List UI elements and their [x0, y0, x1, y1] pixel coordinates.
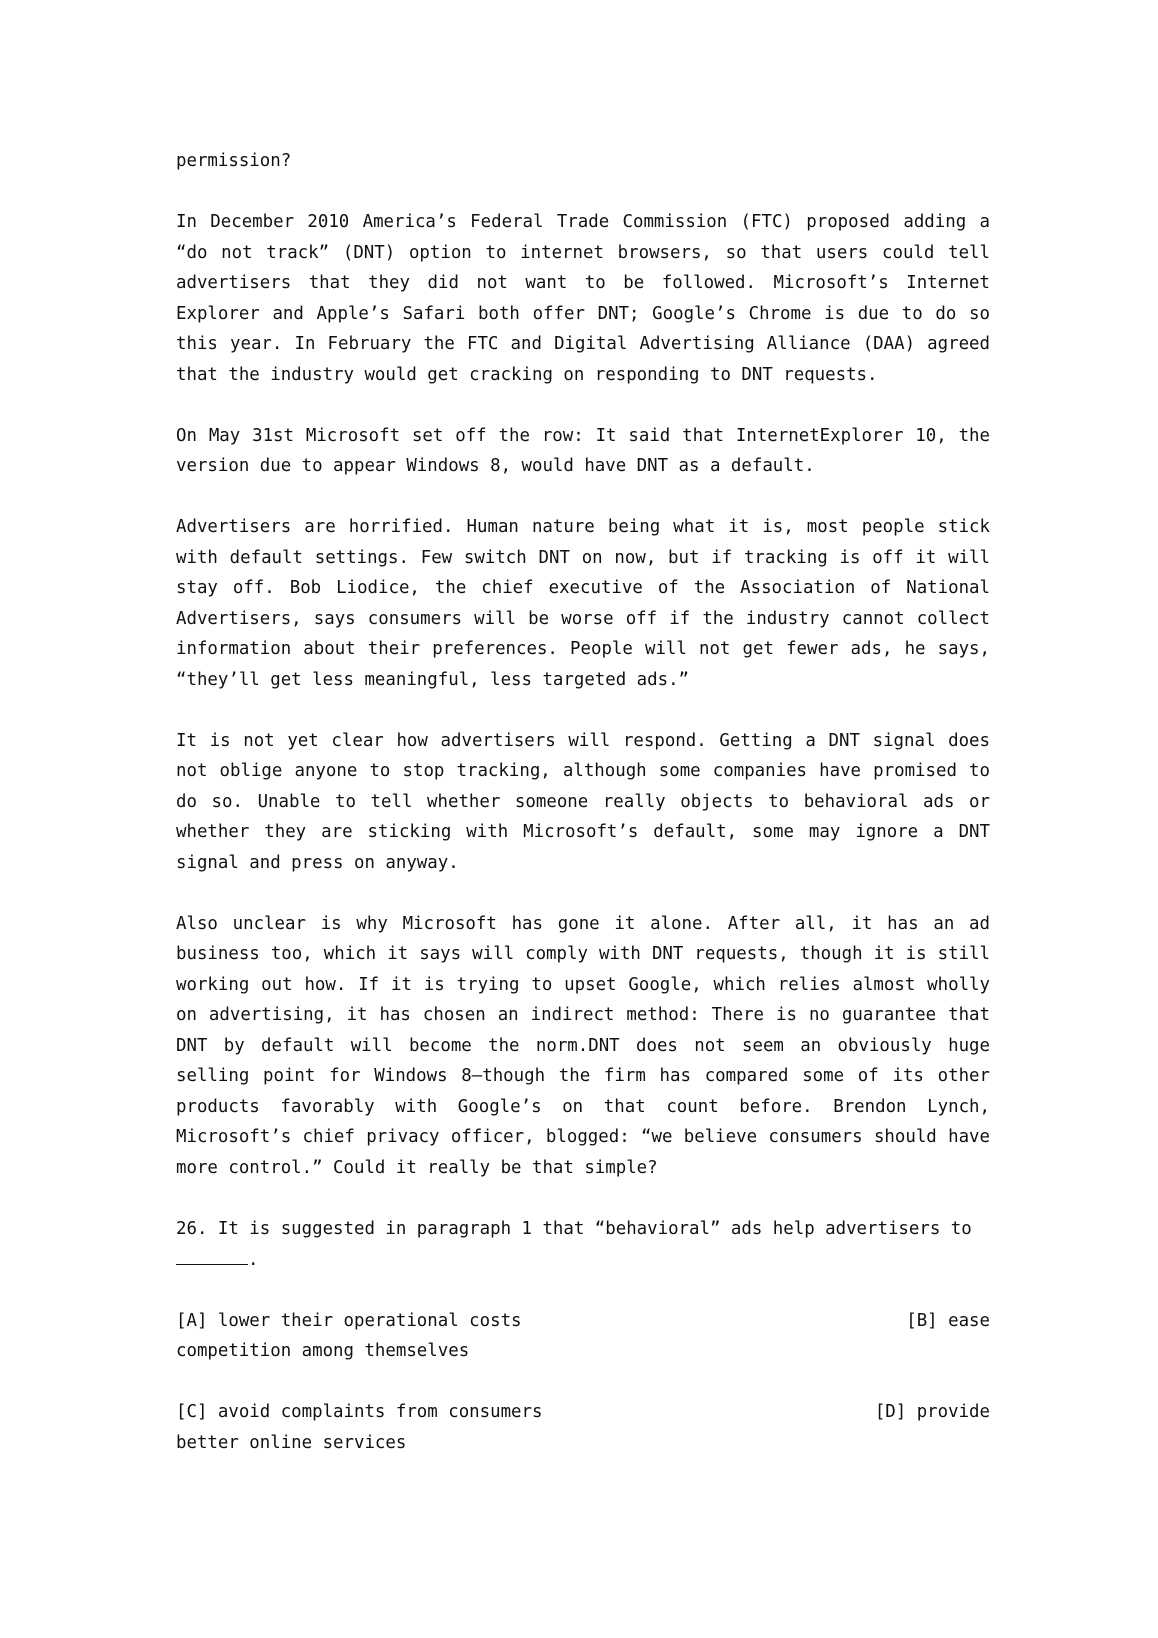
option-d-continuation: better online services	[176, 1432, 407, 1453]
option-b-continuation: competition among themselves	[176, 1341, 470, 1361]
options-cd	[176, 1397, 990, 1458]
options-ab	[176, 1306, 990, 1367]
question-stem-text: 26. It is suggested in paragraph 1 that “behavioral” ads help advertisers to	[176, 1218, 972, 1239]
paragraph-unclear-response: It is not yet clear how advertisers will respond. Getting a DNT signal does not oblige anyone to stop tracking, although some companies have promised to do so. Unable to tell whether someone really objects to behavioral ads or whether they are sticking with Microsoft’s default, some may ignore a DNT signal and press on anyway.	[176, 730, 990, 873]
paragraph-advertisers-horrified: Advertisers are horrified. Human nature being what it is, most people stick with default settings. Few switch DNT on now, but if tracking is off it will stay off. Bob Liodice, the chief executive of the Association of National Advertisers, says consumers will be worse off if the industry cannot collect information about their preferences. People will not get fewer ads, he says, “they’ll get less meaningful, less targeted ads.”	[176, 517, 990, 690]
blank-period: .	[248, 1250, 259, 1270]
paragraph-microsoft-default: On May 31st Microsoft set off the row: It said that InternetExplorer 10, the version due to appear Windows 8, would have DNT as a default.	[176, 425, 990, 476]
option-c: [C] avoid complaints from consumers	[176, 1402, 543, 1422]
document-body	[176, 146, 990, 1489]
paragraph-microsoft-alone: Also unclear is why Microsoft has gone it alone. After all, it has an ad business too, which it says will comply with DNT requests, though it is still working out how. If it is trying to upset Google, which relies almost wholly on advertising, it has chosen an indirect method: There is no guarantee that DNT by default will become the norm.DNT does not seem an obviously huge selling point for Windows 8—though the firm has compared some of its other products favorably with Google’s on that count before. Brendon Lynch, Microsoft’s chief privacy officer, blogged: “we believe consumers should have more control.” Could it really be that simple?	[176, 913, 990, 1178]
option-d-start: [D] provide	[874, 1402, 990, 1422]
option-row-ab	[176, 1306, 990, 1337]
option-a: [A] lower their operational costs	[176, 1310, 522, 1331]
question-stem	[176, 1214, 990, 1276]
option-row-cd	[176, 1397, 990, 1428]
paragraph-fragment: permission?	[176, 151, 292, 171]
paragraph-ftc-dnt: In December 2010 America’s Federal Trade Commission (FTC) proposed adding a “do not track” (DNT) option to internet browsers, so that users could tell advertisers that they did not want to be followed. Microsoft’s Internet Explorer and Apple’s Safari both offer DNT; Google’s Chrome is due to do so this year. In February the FTC and Digital Advertising Alliance (DAA) agreed that the industry would get cracking on responding to DNT requests.	[176, 212, 990, 385]
option-b-start: [B] ease	[906, 1310, 990, 1331]
answer-blank	[176, 1244, 248, 1265]
